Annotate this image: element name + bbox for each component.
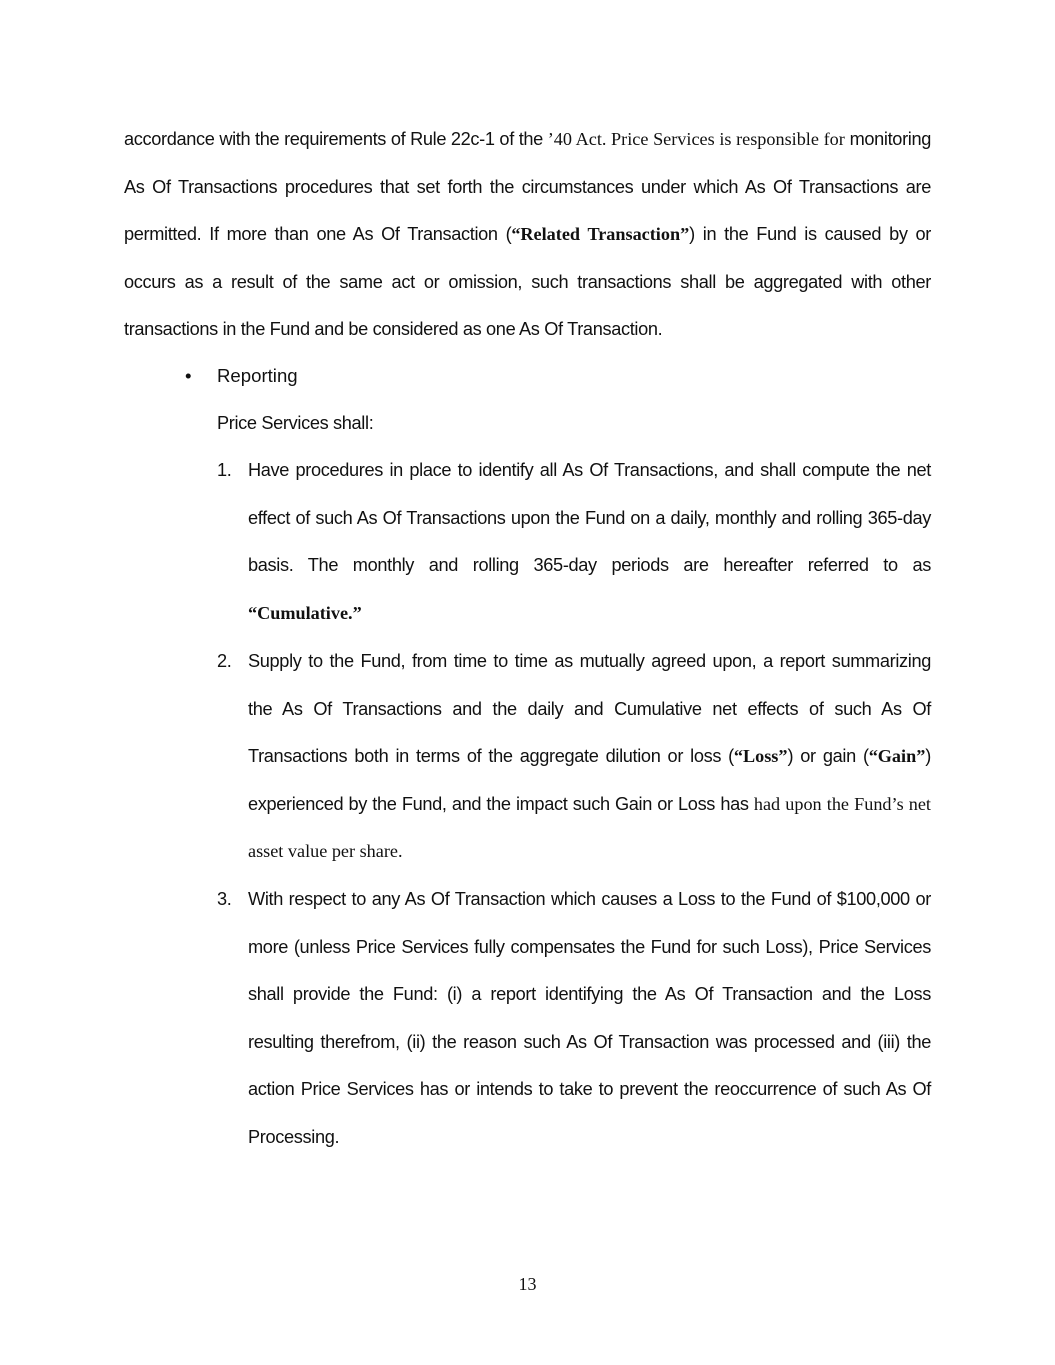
item-text xyxy=(248,638,931,876)
item-text xyxy=(248,447,931,637)
intro-sentence-3: ) in the Fund is caused by or occurs as a result of the same act or omission, such transactions shall be aggregated with other transactions in the Fund and be considered as one As Of Transaction. xyxy=(124,224,931,340)
term-related-transaction: “Related Transaction” xyxy=(511,224,690,245)
term-gain: “Gain” xyxy=(868,746,926,767)
term-cumulative: “Cumulative.” xyxy=(248,602,362,623)
item-number: 3. xyxy=(217,889,232,909)
page-number: 13 xyxy=(518,1274,537,1294)
item-1-text: Have procedures in place to identify all As Of Transactions, and shall compute the net effect of such As Of Transactions upon the Fund on a daily, monthly and rolling 365-day basis. The monthly and rolling 365-day periods are hereafter referred to as xyxy=(248,460,931,576)
item-2-part-2: ) or gain ( xyxy=(787,746,869,767)
item-3-text: With respect to any As Of Transaction which causes a Loss to the Fund of $100,000 or more (unless Price Services fully compensates the Fund for such Loss), Price Services shall provide the Fund: (i) a report identifying the As Of Transaction and the Loss resulting therefrom, (ii) the reason such As Of Transaction was processed and (iii) the action Price Services has or intends to take to prevent the reoccurrence of such As Of Processing. xyxy=(248,889,931,1147)
reporting-heading: Reporting xyxy=(217,365,298,386)
bullet-icon: • xyxy=(185,365,192,386)
term-loss: “Loss” xyxy=(733,746,788,767)
item-2-part-3: ) experienced by the Fund, and the impact such Gain or Loss has xyxy=(248,746,932,814)
item-number: 2. xyxy=(217,651,232,671)
intro-paragraph xyxy=(124,116,931,354)
lead-text: Price Services shall: xyxy=(217,413,374,433)
reporting-bullet xyxy=(185,352,885,400)
item-2-part-4: had upon the Fund’s net asset value per share. xyxy=(248,793,931,862)
intro-sentence-1-serif: ’40 Act. Price Services is responsible for xyxy=(547,129,845,149)
item-2-part-1: Supply to the Fund, from time to time as mutually agreed upon, a report summarizing the As Of Transactions and the daily and Cumulative net effects of such As Of Transactions both in terms of the aggregate dilution or loss ( xyxy=(248,651,931,767)
intro-sentence-2: monitoring As Of Transactions procedures that set forth the circumstances under which As Of Transactions are permitted. If more than one As Of Transaction ( xyxy=(124,129,931,245)
intro-sentence-1: accordance with the requirements of Rule 22c-1 of the xyxy=(124,129,543,149)
item-number: 1. xyxy=(217,460,232,480)
